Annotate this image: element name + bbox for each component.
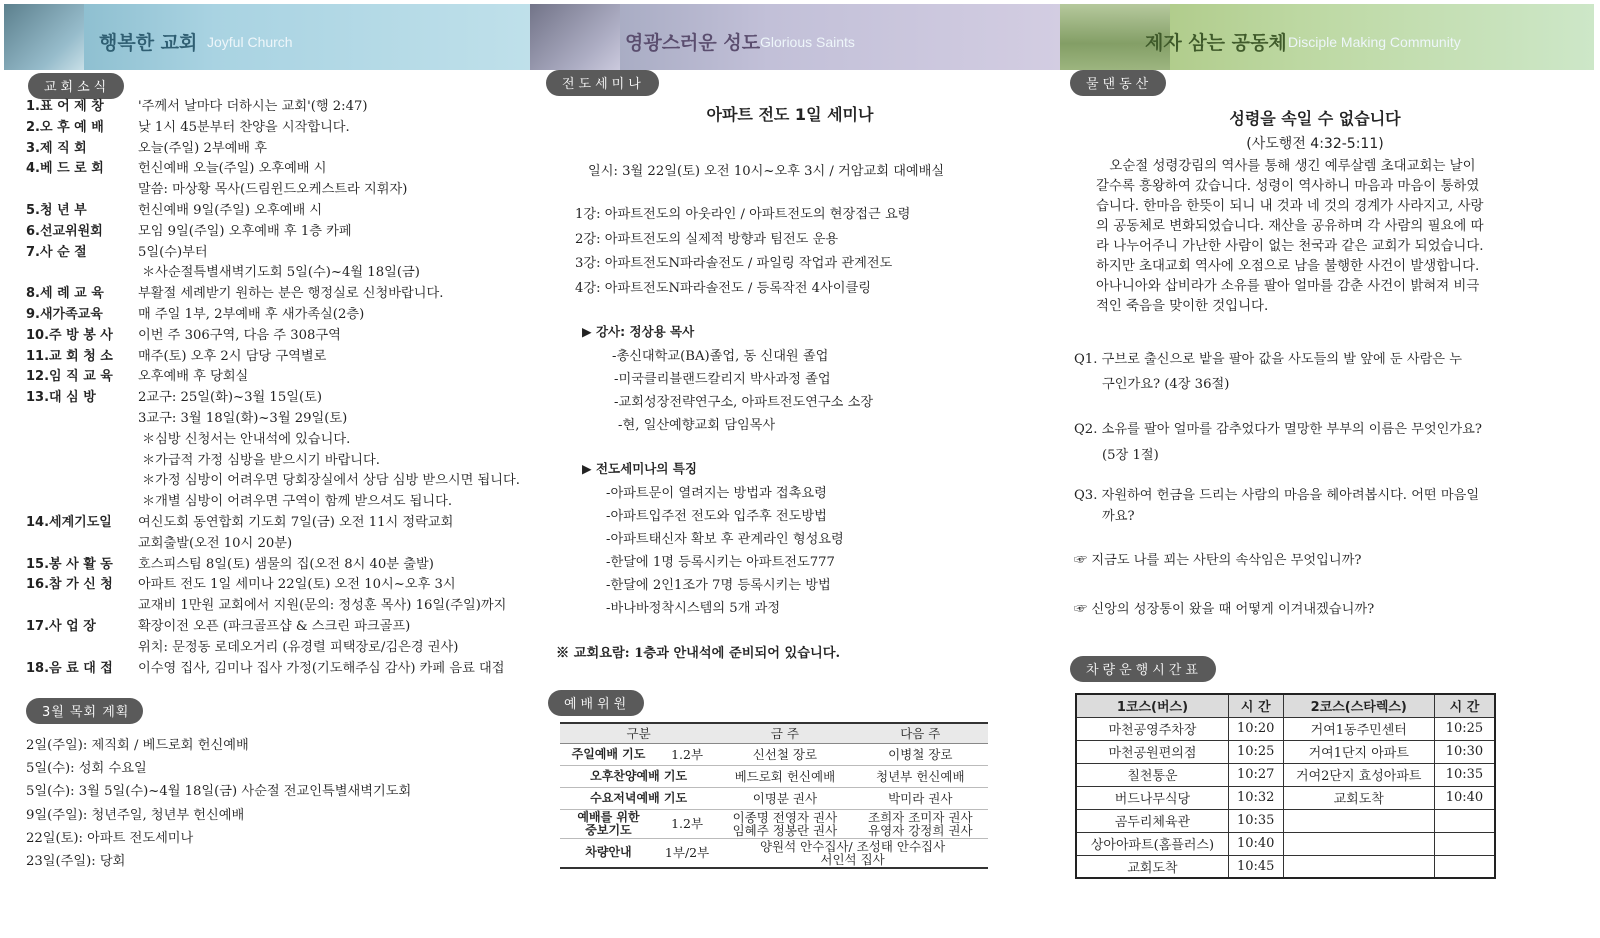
news-item [26, 367, 526, 388]
header-banner-glorious-saints [530, 4, 1060, 70]
news-item-text: 5일(수)부터 [138, 244, 208, 260]
banner-title: 행복한 교회 [99, 32, 198, 54]
paragraph-line: 라 나누어주니 가난한 사람이 없는 천국과 같은 교회가 되었습니다. [1096, 239, 1484, 254]
news-item-text: 3교구: 3월 18일(화)~3월 29일(토) [138, 410, 348, 426]
banner-subtitle: Disciple Making Community [1288, 34, 1461, 50]
lecture-item: 1강: 아파트전도의 아웃라인 / 아파트전도의 현장접근 요령 [575, 207, 911, 222]
news-item-text: 확장이전 오픈 (파크골프샵 & 스크린 파크골프) [138, 618, 411, 634]
question-3: Q3. 자원하여 헌금을 드리는 사람의 마음을 헤아려봅시다. 어떤 마음일 [1074, 488, 1480, 503]
news-item-label: 7.사 순 절 [26, 244, 87, 260]
church-news-list [26, 97, 526, 679]
section-label-plan: 3월 목회 계획 [26, 698, 143, 724]
seminar-title: 아파트 전도 1일 세미나 [706, 105, 874, 124]
news-item [26, 347, 526, 368]
lecture-item: 2강: 아파트전도의 실제적 방향과 팀전도 운용 [575, 232, 839, 247]
next-week-cell: 조희자 조미자 권사 유영자 강정희 권사 [853, 809, 988, 838]
course1-time-cell: 10:45 [1228, 855, 1283, 878]
news-item-text: 아파트 전도 1일 세미나 22일(토) 오전 10시~오후 3시 [138, 577, 456, 593]
news-item [26, 118, 526, 139]
table-row [1076, 740, 1495, 763]
header-banner-disciple-community [1060, 4, 1594, 70]
table-row [1076, 717, 1495, 740]
table-row [560, 743, 988, 765]
news-item-text: 말씀: 마상황 목사(드림윈드오케스트라 지휘자) [138, 182, 408, 198]
section-label-bible: 물댄동산 [1070, 70, 1166, 96]
table-row [560, 838, 988, 868]
role-cell: 오후찬양예배 기도 [560, 765, 717, 787]
news-item-text: 오후예배 후 당회실 [138, 369, 249, 385]
table-row [1076, 832, 1495, 855]
reflection-1: ☞ 지금도 나를 꾀는 사탄의 속삭임은 무엇입니까? [1074, 553, 1362, 568]
news-item-text: ＊가급적 가정 심방을 받으시기 바랍니다. [142, 452, 380, 468]
column-glorious-saints [530, 0, 1060, 938]
news-item-label [26, 409, 138, 430]
news-item-label: 13.대 심 방 [26, 390, 96, 406]
role-cell: 주일예배 기도 [560, 743, 657, 765]
news-item-text: 여신도회 동연합회 기도회 7일(금) 오전 11시 정락교회 [138, 514, 454, 530]
news-item-label: 14.세계기도일 [26, 514, 112, 530]
news-item-text: 부활절 세례받기 원하는 분은 행정실로 신청바랍니다. [138, 286, 444, 302]
news-item-text: '주께서 날마다 더하시는 교회'(행 2:47) [138, 99, 368, 114]
vehicle-guide-cell: 양원석 안수집사/ 조성태 안수집사 서인석 집사 [717, 838, 988, 868]
news-item [26, 430, 526, 451]
course1-stop-cell: 버드나무식당 [1076, 786, 1228, 809]
news-item [26, 159, 526, 180]
column-header: 2코스(스타렉스) [1283, 694, 1434, 717]
speaker-bio-item: -미국클리블랜드칼리지 박사과정 졸업 [614, 372, 831, 387]
news-item-label: 16.참 가 신 청 [26, 577, 113, 593]
part-cell: 1부/2부 [657, 838, 717, 868]
question-1-cont: 구인가요? (4장 36절) [1102, 377, 1230, 392]
role-cell: 수요저녁예배 기도 [560, 787, 717, 809]
paragraph-line: 오순절 성령강림의 역사를 통해 생긴 예루살렘 초대교회는 날이 [1096, 159, 1476, 174]
feature-item: -아파트태신자 확보 후 관계라인 형성요령 [606, 532, 844, 547]
course2-stop-cell: 거여1단지 아파트 [1283, 740, 1434, 763]
news-item [26, 305, 526, 326]
news-item-label: 1.표 어 제 창 [26, 99, 104, 114]
feature-item: -한달에 2인1조가 7명 등록시키는 방법 [606, 578, 831, 593]
news-item [26, 513, 526, 534]
news-item-text: ＊심방 신청서는 안내석에 있습니다. [142, 431, 351, 447]
news-item [26, 284, 526, 305]
feature-item: -아파트입주전 전도와 입주후 전도방법 [606, 509, 827, 524]
news-item [26, 638, 526, 659]
news-item [26, 326, 526, 347]
news-item [26, 222, 526, 243]
news-item-label [26, 534, 138, 555]
news-item [26, 471, 526, 492]
news-item-label [26, 596, 138, 617]
column-joyful-church [0, 0, 530, 938]
table-header-row [1076, 694, 1495, 717]
news-item-text: 매 주일 1부, 2부예배 후 새가족실(2층) [138, 306, 365, 322]
news-item-text: 헌신예배 9일(주일) 오후예배 시 [138, 202, 323, 218]
news-item-text: 이번 주 306구역, 다음 주 308구역 [138, 327, 341, 343]
column-header: 다음 주 [853, 723, 988, 743]
column-header: 시 간 [1228, 694, 1283, 717]
news-item-text: 이수영 집사, 김미나 집사 가정(기도해주심 감사) 카페 음료 대접 [138, 660, 505, 676]
table-row [560, 787, 988, 809]
plan-item: 2일(주일): 제직회 / 베드로회 헌신예배 [26, 738, 249, 753]
next-week-cell: 청년부 헌신예배 [853, 765, 988, 787]
course1-stop-cell: 마천공영주차장 [1076, 717, 1228, 740]
news-item-label: 5.청 년 부 [26, 202, 87, 218]
news-item-text: 오늘(주일) 2부예배 후 [138, 140, 267, 156]
table-row [1076, 809, 1495, 832]
banner-title: 제자 삼는 공동체 [1145, 32, 1287, 54]
news-item-label [26, 180, 138, 201]
table-row [1076, 763, 1495, 786]
course2-time-cell [1434, 809, 1495, 832]
news-item-text: ＊사순절특별새벽기도회 5일(수)~4월 18일(금) [142, 265, 420, 281]
paragraph-line: 아나니아와 삽비라가 소유를 팔아 얼마를 감춘 사건이 밝혀져 비극 [1096, 279, 1480, 294]
lecture-item: 4강: 아파트전도N파라솔전도 / 등록작전 4사이클링 [575, 281, 872, 296]
news-item-label: 12.임 직 교 육 [26, 369, 113, 385]
news-item [26, 659, 526, 680]
column-header: 시 간 [1434, 694, 1495, 717]
reflection-2: ☞ 신앙의 성장통이 왔을 때 어떻게 이겨내겠습니까? [1074, 602, 1375, 617]
news-item-label: 6.선교위원회 [26, 223, 103, 239]
table-row [560, 809, 988, 838]
news-item [26, 596, 526, 617]
bible-study-title: 성령을 속일 수 없습니다 [1229, 109, 1401, 128]
course2-stop-cell: 교회도착 [1283, 786, 1434, 809]
news-item-label: 4.베 드 로 회 [26, 161, 104, 177]
speaker-bio-item: -현, 일산예향교회 담임목사 [618, 418, 776, 433]
course2-time-cell: 10:30 [1434, 740, 1495, 763]
next-week-cell: 박미라 권사 [853, 787, 988, 809]
news-item-label: 17.사 업 장 [26, 618, 96, 634]
paragraph-line: 하지만 초대교회 역사에 오점으로 남을 불행한 사건이 발생합니다. [1096, 259, 1480, 274]
scripture-reference: (사도행전 4:32-5:11) [1246, 136, 1384, 152]
bible-study-paragraph [1096, 157, 1484, 317]
news-item [26, 139, 526, 160]
course2-stop-cell [1283, 855, 1434, 878]
news-item [26, 492, 526, 513]
role-cell: 예배를 위한 중보기도 [560, 809, 657, 838]
section-label-bus: 차량운행시간표 [1070, 656, 1216, 682]
news-item [26, 617, 526, 638]
table-row [1076, 786, 1495, 809]
course2-time-cell: 10:40 [1434, 786, 1495, 809]
course1-time-cell: 10:32 [1228, 786, 1283, 809]
handbook-note: ※ 교회요람: 1층과 안내석에 준비되어 있습니다. [556, 646, 841, 661]
course1-stop-cell: 칠천통운 [1076, 763, 1228, 786]
course2-time-cell [1434, 832, 1495, 855]
course1-stop-cell: 상아아파트(홈플러스) [1076, 832, 1228, 855]
course1-stop-cell: 마천공원편의점 [1076, 740, 1228, 763]
course1-stop-cell: 곰두리체육관 [1076, 809, 1228, 832]
course1-time-cell: 10:35 [1228, 809, 1283, 832]
header-banner-joyful-church [4, 4, 530, 70]
features-heading: ▶ 전도세미나의 특징 [582, 461, 697, 476]
news-item-label [26, 471, 138, 492]
news-item-label [26, 451, 138, 472]
news-item-text: 헌신예배 오늘(주일) 오후예배 시 [138, 161, 327, 177]
news-item [26, 180, 526, 201]
this-week-cell: 이명분 권사 [717, 787, 852, 809]
banner-photo [4, 4, 84, 70]
this-week-cell: 베드로회 헌신예배 [717, 765, 852, 787]
course2-time-cell: 10:25 [1434, 717, 1495, 740]
question-3-cont: 까요? [1102, 509, 1135, 524]
course2-time-cell: 10:35 [1434, 763, 1495, 786]
plan-item: 23일(주일): 당회 [26, 854, 126, 870]
news-item-text: 매주(토) 오후 2시 담당 구역별로 [138, 348, 327, 364]
course1-time-cell: 10:25 [1228, 740, 1283, 763]
news-item-text: 교회출발(오전 10시 20분) [138, 535, 293, 551]
paragraph-line: 적인 죽음을 맞이한 것입니다. [1096, 299, 1269, 314]
news-item-label: 18.음 료 대 접 [26, 660, 113, 676]
banner-title: 영광스러운 성도 [625, 32, 761, 54]
question-1: Q1. 구브로 출신으로 밭을 팔아 값을 사도들의 발 앞에 둔 사람은 누 [1074, 352, 1462, 367]
news-item [26, 555, 526, 576]
news-item-label [26, 638, 138, 659]
paragraph-line: 습니다. 한마음 한뜻이 되니 내 것과 네 것의 경계가 사라지고, 사랑 [1096, 199, 1484, 214]
feature-item: -한달에 1명 등록시키는 아파트전도777 [606, 555, 835, 570]
news-item-label: 11.교 회 청 소 [26, 348, 113, 364]
news-item-text: 교재비 1만원 교회에서 지원(문의: 정성훈 목사) 16일(주일)까지 [138, 598, 507, 614]
course1-stop-cell: 교회도착 [1076, 855, 1228, 878]
column-disciple-community [1060, 0, 1600, 938]
lecture-item: 3강: 아파트전도N파라솔전도 / 파일링 작업과 관계전도 [575, 256, 893, 271]
feature-item: -아파트문이 열려지는 방법과 접촉요령 [606, 486, 827, 501]
course2-stop-cell [1283, 832, 1434, 855]
news-item [26, 263, 526, 284]
banner-photo [530, 4, 620, 70]
table-header-row [560, 723, 988, 743]
news-item-text: 낮 1시 45분부터 찬양을 시작합니다. [138, 119, 350, 135]
course1-time-cell: 10:27 [1228, 763, 1283, 786]
news-item-text: 호스피스팀 8일(토) 샘물의 집(오전 8시 40분 출발) [138, 556, 434, 572]
column-header: 구분 [560, 723, 717, 743]
course2-stop-cell [1283, 809, 1434, 832]
news-item-label: 15.봉 사 활 동 [26, 556, 113, 572]
section-label-news: 교회소식 [28, 73, 124, 99]
role-cell: 차량안내 [560, 838, 657, 868]
plan-item: 5일(수): 성회 수요일 [26, 761, 147, 777]
course2-stop-cell: 거여2단지 효성아파트 [1283, 763, 1434, 786]
news-item-label [26, 263, 138, 284]
worship-committee-table [560, 722, 988, 869]
news-item-label: 2.오 후 예 배 [26, 119, 104, 135]
plan-item: 9일(주일): 청년주일, 청년부 헌신예배 [26, 807, 245, 823]
news-item-label: 9.새가족교육 [26, 306, 103, 322]
section-label-seminar: 전도세미나 [546, 70, 659, 96]
news-item-label: 8.세 례 교 육 [26, 286, 104, 302]
course2-time-cell [1434, 855, 1495, 878]
question-2-cont: (5장 1절) [1102, 448, 1159, 463]
question-2: Q2. 소유를 팔아 얼마를 감추었다가 멸망한 부부의 이름은 무엇인가요? [1074, 422, 1482, 437]
part-cell: 1.2부 [657, 809, 717, 838]
news-item [26, 97, 526, 118]
news-item [26, 451, 526, 472]
banner-subtitle: Glorious Saints [760, 34, 855, 50]
plan-item: 22일(토): 아파트 전도세미나 [26, 830, 194, 846]
news-item-label [26, 430, 138, 451]
news-item [26, 575, 526, 596]
column-header: 금 주 [717, 723, 852, 743]
monthly-plan-list [26, 734, 411, 873]
news-item [26, 409, 526, 430]
banner-subtitle: Joyful Church [207, 34, 293, 50]
news-item [26, 388, 526, 409]
section-label-worship: 예배위원 [548, 690, 644, 716]
seminar-datetime: 일시: 3월 22일(토) 오전 10시~오후 3시 / 거암교회 대예배실 [588, 164, 945, 179]
part-cell: 1.2부 [657, 743, 717, 765]
paragraph-line: 갈수록 흥왕하여 갔습니다. 성령이 역사하니 마음과 마음이 통하였 [1096, 179, 1480, 194]
course2-stop-cell: 거여1동주민센터 [1283, 717, 1434, 740]
column-header: 1코스(버스) [1076, 694, 1228, 717]
plan-item: 5일(수): 3월 5일(수)~4월 18일(금) 사순절 전교인특별새벽기도회 [26, 784, 412, 800]
news-item-text: ＊가정 심방이 어려우면 당회장실에서 상담 심방 받으시면 됩니다. [142, 473, 520, 489]
news-item [26, 534, 526, 555]
this-week-cell: 신선철 장로 [717, 743, 852, 765]
speaker-heading: ▶ 강사: 정상용 목사 [582, 324, 695, 339]
this-week-cell: 이종명 전영자 권사 임혜주 정봉란 권사 [717, 809, 852, 838]
paragraph-line: 의 공동체로 변화되었습니다. 재산을 공유하며 각 사람의 필요에 따 [1096, 219, 1484, 234]
course1-time-cell: 10:40 [1228, 832, 1283, 855]
news-item-label: 10.주 방 봉 사 [26, 327, 113, 343]
news-item [26, 243, 526, 264]
speaker-bio-item: -교회성장전략연구소, 아파트전도연구소 소장 [614, 395, 874, 410]
news-item-label [26, 492, 138, 513]
feature-item: -바나바정착시스템의 5개 과정 [606, 601, 781, 616]
course1-time-cell: 10:20 [1228, 717, 1283, 740]
news-item-text: 위치: 문정동 로데오거리 (유경렬 피택장로/김은경 권사) [138, 639, 459, 655]
speaker-bio-item: -총신대학교(BA)졸업, 동 신대원 졸업 [612, 349, 829, 364]
news-item-label: 3.제 직 회 [26, 140, 87, 156]
next-week-cell: 이병철 장로 [853, 743, 988, 765]
news-item-text: ＊개별 심방이 어려우면 구역이 함께 받으셔도 됩니다. [142, 494, 453, 510]
news-item-text: 2교구: 25일(화)~3월 15일(토) [138, 390, 322, 406]
news-item-text: 모임 9일(주일) 오후예배 후 1층 카페 [138, 223, 352, 239]
news-item [26, 201, 526, 222]
bus-schedule-table [1075, 693, 1496, 879]
table-row [560, 765, 988, 787]
table-row [1076, 855, 1495, 878]
